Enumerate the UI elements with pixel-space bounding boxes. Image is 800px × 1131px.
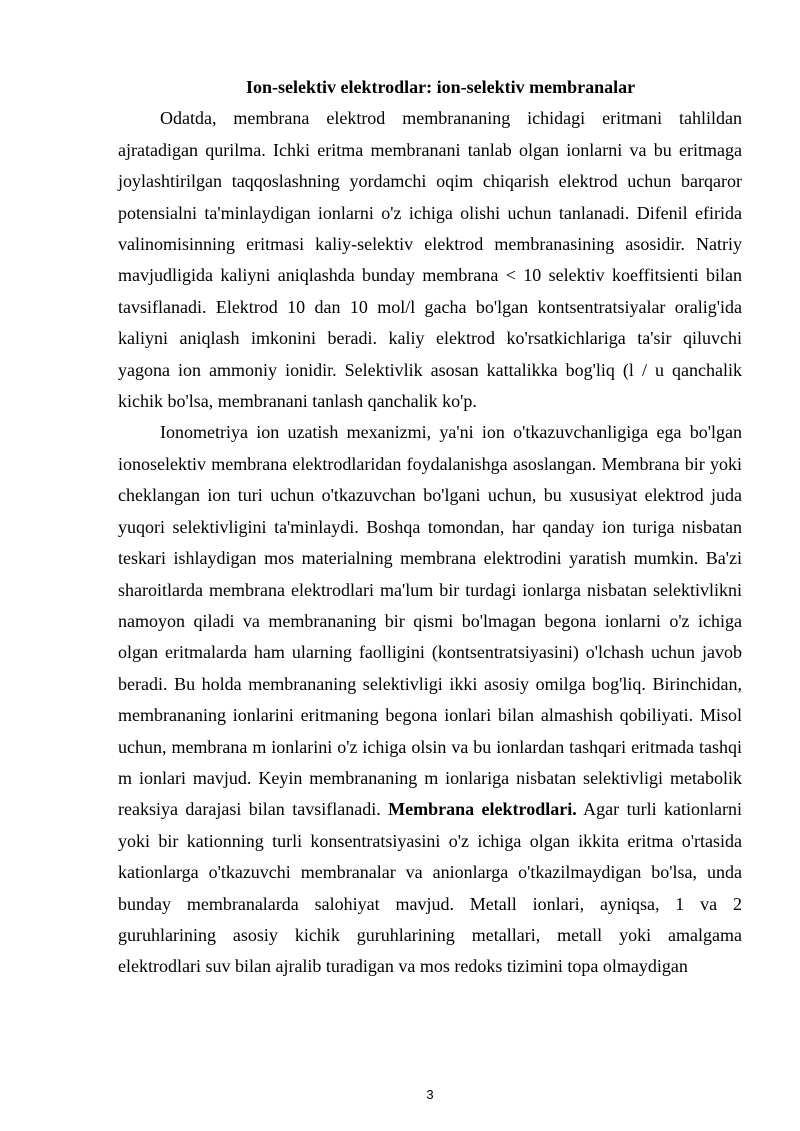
page-number: 3 <box>426 1087 434 1102</box>
document-title: Ion-selektiv elektrodlar: ion-selektiv membranalar <box>246 77 636 97</box>
paragraph-2-text-end: Agar turli kationlarni yoki bir kationning turli konsentratsiyasini o'z ichiga olgan ikkita eritma o'rtasida kationlarga o'tkazuvchi membranalar va anionlarga o'tkazilmaydigan bo'lsa, unda bunday membranalarda salohiyat mavjud. Metall ionlari, ayniqsa, 1 va 2 guruhlarining asosiy kichik guruhlarining metallari, metall yoki amalgama elektrodlari suv bilan ajralib turadigan va mos redoks tizimini topa olmaydigan <box>118 799 742 977</box>
paragraph-2 <box>118 417 742 982</box>
paragraph-2-bold-heading: Membrana elektrodlari. <box>388 799 577 820</box>
paragraph-2-text-start: Ionometriya ion uzatish mexanizmi, ya'ni ion o'tkazuvchanligiga ega bo'lgan ionoselektiv membrana elektrodlaridan foydalanishga asoslangan. Membrana bir yoki cheklangan ion turi uchun o'tkazuvchan bo'lgani uchun, bu xususiyat elektrod juda yuqori selektivligini ta'minlaydi. Boshqa tomondan, har qanday ion turiga nisbatan teskari ishlaydigan mos materialning membrana elektrodini yaratish mumkin. Ba'zi sharoitlarda membrana elektrodlari ma'lum bir turdagi ionlarga nisbatan selektivlikni namoyon qiladi va membrananing bir qismi bo'lmagan begona ionlarni o'z ichiga olgan eritmalarda ham ularning faolligini (kontsentratsiyasini) o'lchash uchun javob beradi. Bu holda membrananing selektivligi ikki asosiy omilga bog'liq. Birinchidan, membrananing ionlarini eritmaning begona ionlari bilan almashish qobiliyati. Misol uchun, membrana m ionlarini o'z ichiga olsin va bu ionlardan tashqari eritmada tashqi m ionlari mavjud. Keyin membrananing m ionlariga nisbatan selektivligi metabolik reaksiya darajasi bilan tavsiflanadi. <box>118 422 742 820</box>
paragraph-1: Odatda, membrana elektrod membrananing ichidagi eritmani tahlildan ajratadigan qurilma. Ichki eritma membranani tanlab olgan ionlarni va bu eritmaga joylashtirilgan taqqoslashning yordamchi oqim chiqarish elektrod uchun barqaror potensialni ta'minlaydigan ionlarni o'z ichiga olishi uchun tanlanadi. Difenil efirida valinomisinning eritmasi kaliy-selektiv elektrod membranasining asosidir. Natriy mavjudligida kaliyni aniqlashda bunday membrana < 10 selektiv koeffitsienti bilan tavsiflanadi. Elektrod 10 dan 10 mol/l gacha bo'lgan kontsentratsiyalar oralig'ida kaliyni aniqlash imkonini beradi. kaliy elektrod ko'rsatkichlariga ta'sir qiluvchi yagona ion ammoniy ionidir. Selektivlik asosan kattalikka bog'liq (l / u qanchalik kichik bo'lsa, membranani tanlash qanchalik ko'p. <box>118 108 742 412</box>
document-page <box>118 72 742 983</box>
